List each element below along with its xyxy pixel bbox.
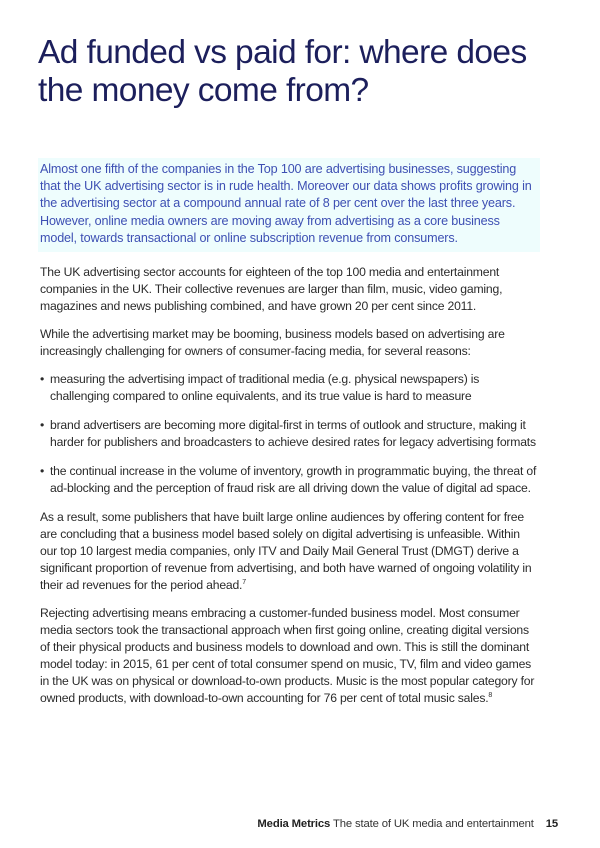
intro-paragraph: Almost one fifth of the companies in the Top 100 are advertising businesses, suggesting that the UK advertising sector is in rude health. Moreover our data shows profits growing in the advertising sector at a compound annual rate of 8 per cent over the last three years. However, online media owners are moving away from advertising as a core business model, towards transactional or online subscription revenue from consumers. [38,158,540,252]
list-item: • brand advertisers are becoming more digital-first in terms of outlook and structure, making it harder for publishers and broadcasters to achieve desired rates for legacy advertising formats [40,417,540,451]
paragraph-text: As a result, some publishers that have built large online audiences by offering content for free are concluding that a business model based solely on digital advertising is unfeasible. Within our top 10 largest media companies, only ITV and Daily Mail General Trust (DMGT) derive a significant proportion of revenue from advertising, and both have warned of ongoing volatility in their ad revenues for the period ahead. [40,510,532,593]
paragraph: The UK advertising sector accounts for eighteen of the top 100 media and entertainment companies in the UK. Their collective revenues are larger than film, music, video gaming, magazines and news publishing combined, and have grown 20 per cent since 2011. [40,265,503,314]
paragraph-text: Rejecting advertising means embracing a customer-funded business model. Most consumer media sectors took the transactional approach when first going online, creating digital versions of their physical products and business models to download and own. This is still the dominant model today: in 2015, 61 per cent of total consumer spend on music, TV, film and video games in the UK was on physical or download-to-own products. Music is the most popular category for owned products, with download-to-own accounting for 76 per cent of total music sales. [40,606,535,706]
paragraph: While the advertising market may be booming, business models based on advertising are increasingly challenging for owners of consumer-facing media, for several reasons: [40,327,505,359]
list-item: • measuring the advertising impact of traditional media (e.g. physical newspapers) is challenging compared to online equivalents, and its true value is hard to measure [40,371,540,405]
footnote-ref: 7 [242,578,246,586]
page-number: 15 [545,818,558,830]
body-text [40,264,540,718]
page-title: Ad funded vs paid for: where does the money come from? [38,34,527,109]
publication-name: Media Metrics [257,818,331,830]
paragraph [40,509,540,594]
page-footer [40,806,558,848]
reasons-list [40,371,540,497]
publication-subtitle: The state of UK media and entertainment [332,818,534,830]
footnote-ref: 8 [488,691,493,699]
list-item: • the continual increase in the volume of inventory, growth in programmatic buying, the threat of ad-blocking and the perception of fraud risk are all driving down the value of digital ad space. [40,463,540,497]
paragraph [40,605,540,707]
